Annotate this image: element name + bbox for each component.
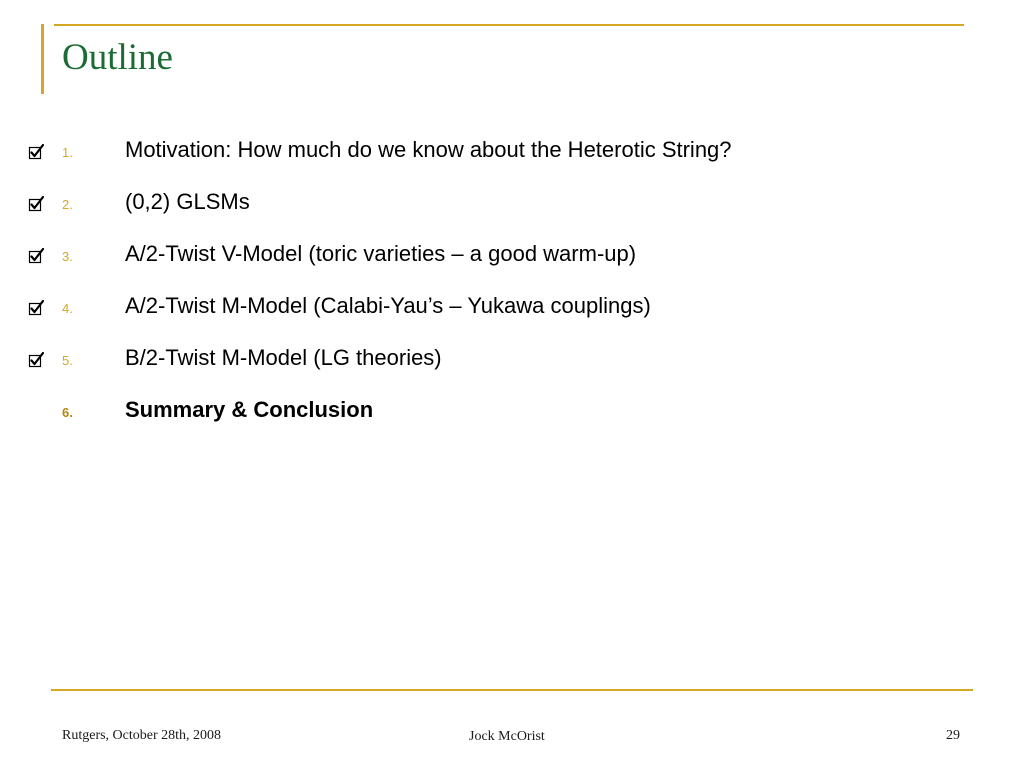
slide-number: 29 [946,728,960,743]
item-number: 4. [62,301,73,316]
item-text: Summary & Conclusion [125,397,374,422]
accent-vertical-line [41,24,44,94]
item-number: 1. [62,145,73,160]
checkbox-checked-icon [28,247,45,264]
item-text: (0,2) GLSMs [125,189,250,214]
footer-divider-line [51,689,973,691]
checkbox-checked-icon [28,351,45,368]
outline-list [0,130,1024,442]
item-number: 2. [62,197,73,212]
item-number: 3. [62,249,73,264]
accent-top-line [54,24,964,26]
outline-item-1 [0,130,1024,182]
item-text: B/2-Twist M-Model (LG theories) [125,345,442,370]
item-number: 6. [62,405,73,420]
item-text: A/2-Twist V-Model (toric varieties – a good warm-up) [125,241,637,266]
footer-venue-date: Rutgers, October 28th, 2008 [62,728,222,743]
checkbox-checked-icon [28,143,45,160]
outline-item-3 [0,234,1024,286]
item-number: 5. [62,353,73,368]
slide-title: Outline [62,37,173,78]
outline-item-2 [0,182,1024,234]
checkbox-checked-icon [28,299,45,316]
footer-author: Jock McOrist [469,729,545,744]
outline-item-5 [0,338,1024,390]
item-text: Motivation: How much do we know about the Heterotic String? [125,137,732,162]
outline-item-6-current [0,390,1024,442]
outline-item-4 [0,286,1024,338]
item-text: A/2-Twist M-Model (Calabi-Yau’s – Yukawa couplings) [125,293,651,318]
checkbox-checked-icon [28,195,45,212]
